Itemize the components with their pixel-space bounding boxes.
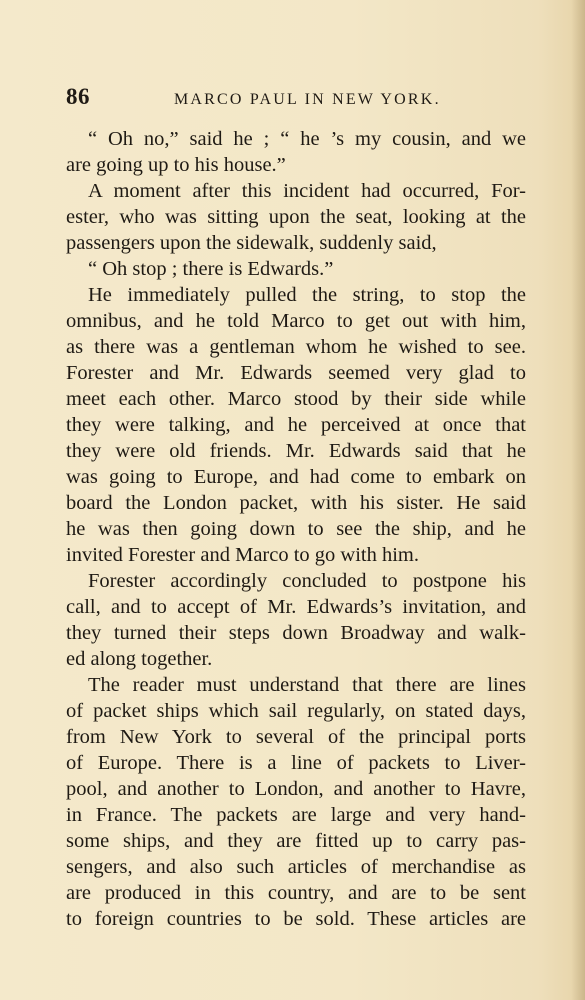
text-line: ester, who was sitting upon the seat, looking at the — [66, 206, 526, 228]
text-line: omnibus, and he told Marco to get out with him, — [66, 310, 526, 332]
text-line: invited Forester and Marco to go with him. — [66, 544, 419, 566]
text-line: he was then going down to see the ship, and he — [66, 518, 526, 540]
text-line: some ships, and they are fitted up to carry pas- — [66, 830, 526, 852]
text-line: He immediately pulled the string, to stop the — [88, 284, 526, 306]
running-head: MARCO PAUL IN NEW YORK. — [174, 91, 441, 108]
text-line: of packet ships which sail regularly, on stated days, — [66, 700, 526, 722]
text-line: of Europe. There is a line of packets to Liver- — [66, 752, 526, 774]
text-line: sengers, and also such articles of merchandise as — [66, 856, 526, 878]
text-line: pool, and another to London, and another to Havre, — [66, 778, 526, 800]
text-line: they were old friends. Mr. Edwards said that he — [66, 440, 526, 462]
text-line: are produced in this country, and are to be sent — [66, 882, 526, 904]
text-line: in France. The packets are large and very hand- — [66, 804, 526, 826]
text-line: are going up to his house.” — [66, 154, 286, 176]
page-header — [66, 84, 526, 114]
text-line: Forester and Mr. Edwards seemed very glad to — [66, 362, 526, 384]
text-line: A moment after this incident had occurred, For- — [88, 180, 526, 202]
text-line: Forester accordingly concluded to postpone his — [88, 570, 526, 592]
page-number: 86 — [66, 84, 90, 109]
text-line: call, and to accept of Mr. Edwards’s invitation, and — [66, 596, 526, 618]
page-edge-shadow — [571, 0, 585, 1000]
text-line: was going to Europe, and had come to embark on — [66, 466, 526, 488]
text-line: to foreign countries to be sold. These articles are — [66, 908, 526, 930]
text-line: they were talking, and he perceived at once that — [66, 414, 526, 436]
text-line: meet each other. Marco stood by their side while — [66, 388, 526, 410]
text-line: ed along together. — [66, 648, 213, 670]
text-line: as there was a gentleman whom he wished to see. — [66, 336, 526, 358]
text-line: passengers upon the sidewalk, suddenly said, — [66, 232, 437, 254]
text-line: board the London packet, with his sister. He said — [66, 492, 526, 514]
text-line: they turned their steps down Broadway and walk- — [66, 622, 526, 644]
text-line: The reader must understand that there are lines — [88, 674, 526, 696]
text-line: from New York to several of the principal ports — [66, 726, 526, 748]
body-text — [66, 126, 526, 932]
text-line: “ Oh stop ; there is Edwards.” — [88, 258, 334, 280]
text-line: “ Oh no,” said he ; “ he ’s my cousin, and we — [88, 128, 526, 150]
